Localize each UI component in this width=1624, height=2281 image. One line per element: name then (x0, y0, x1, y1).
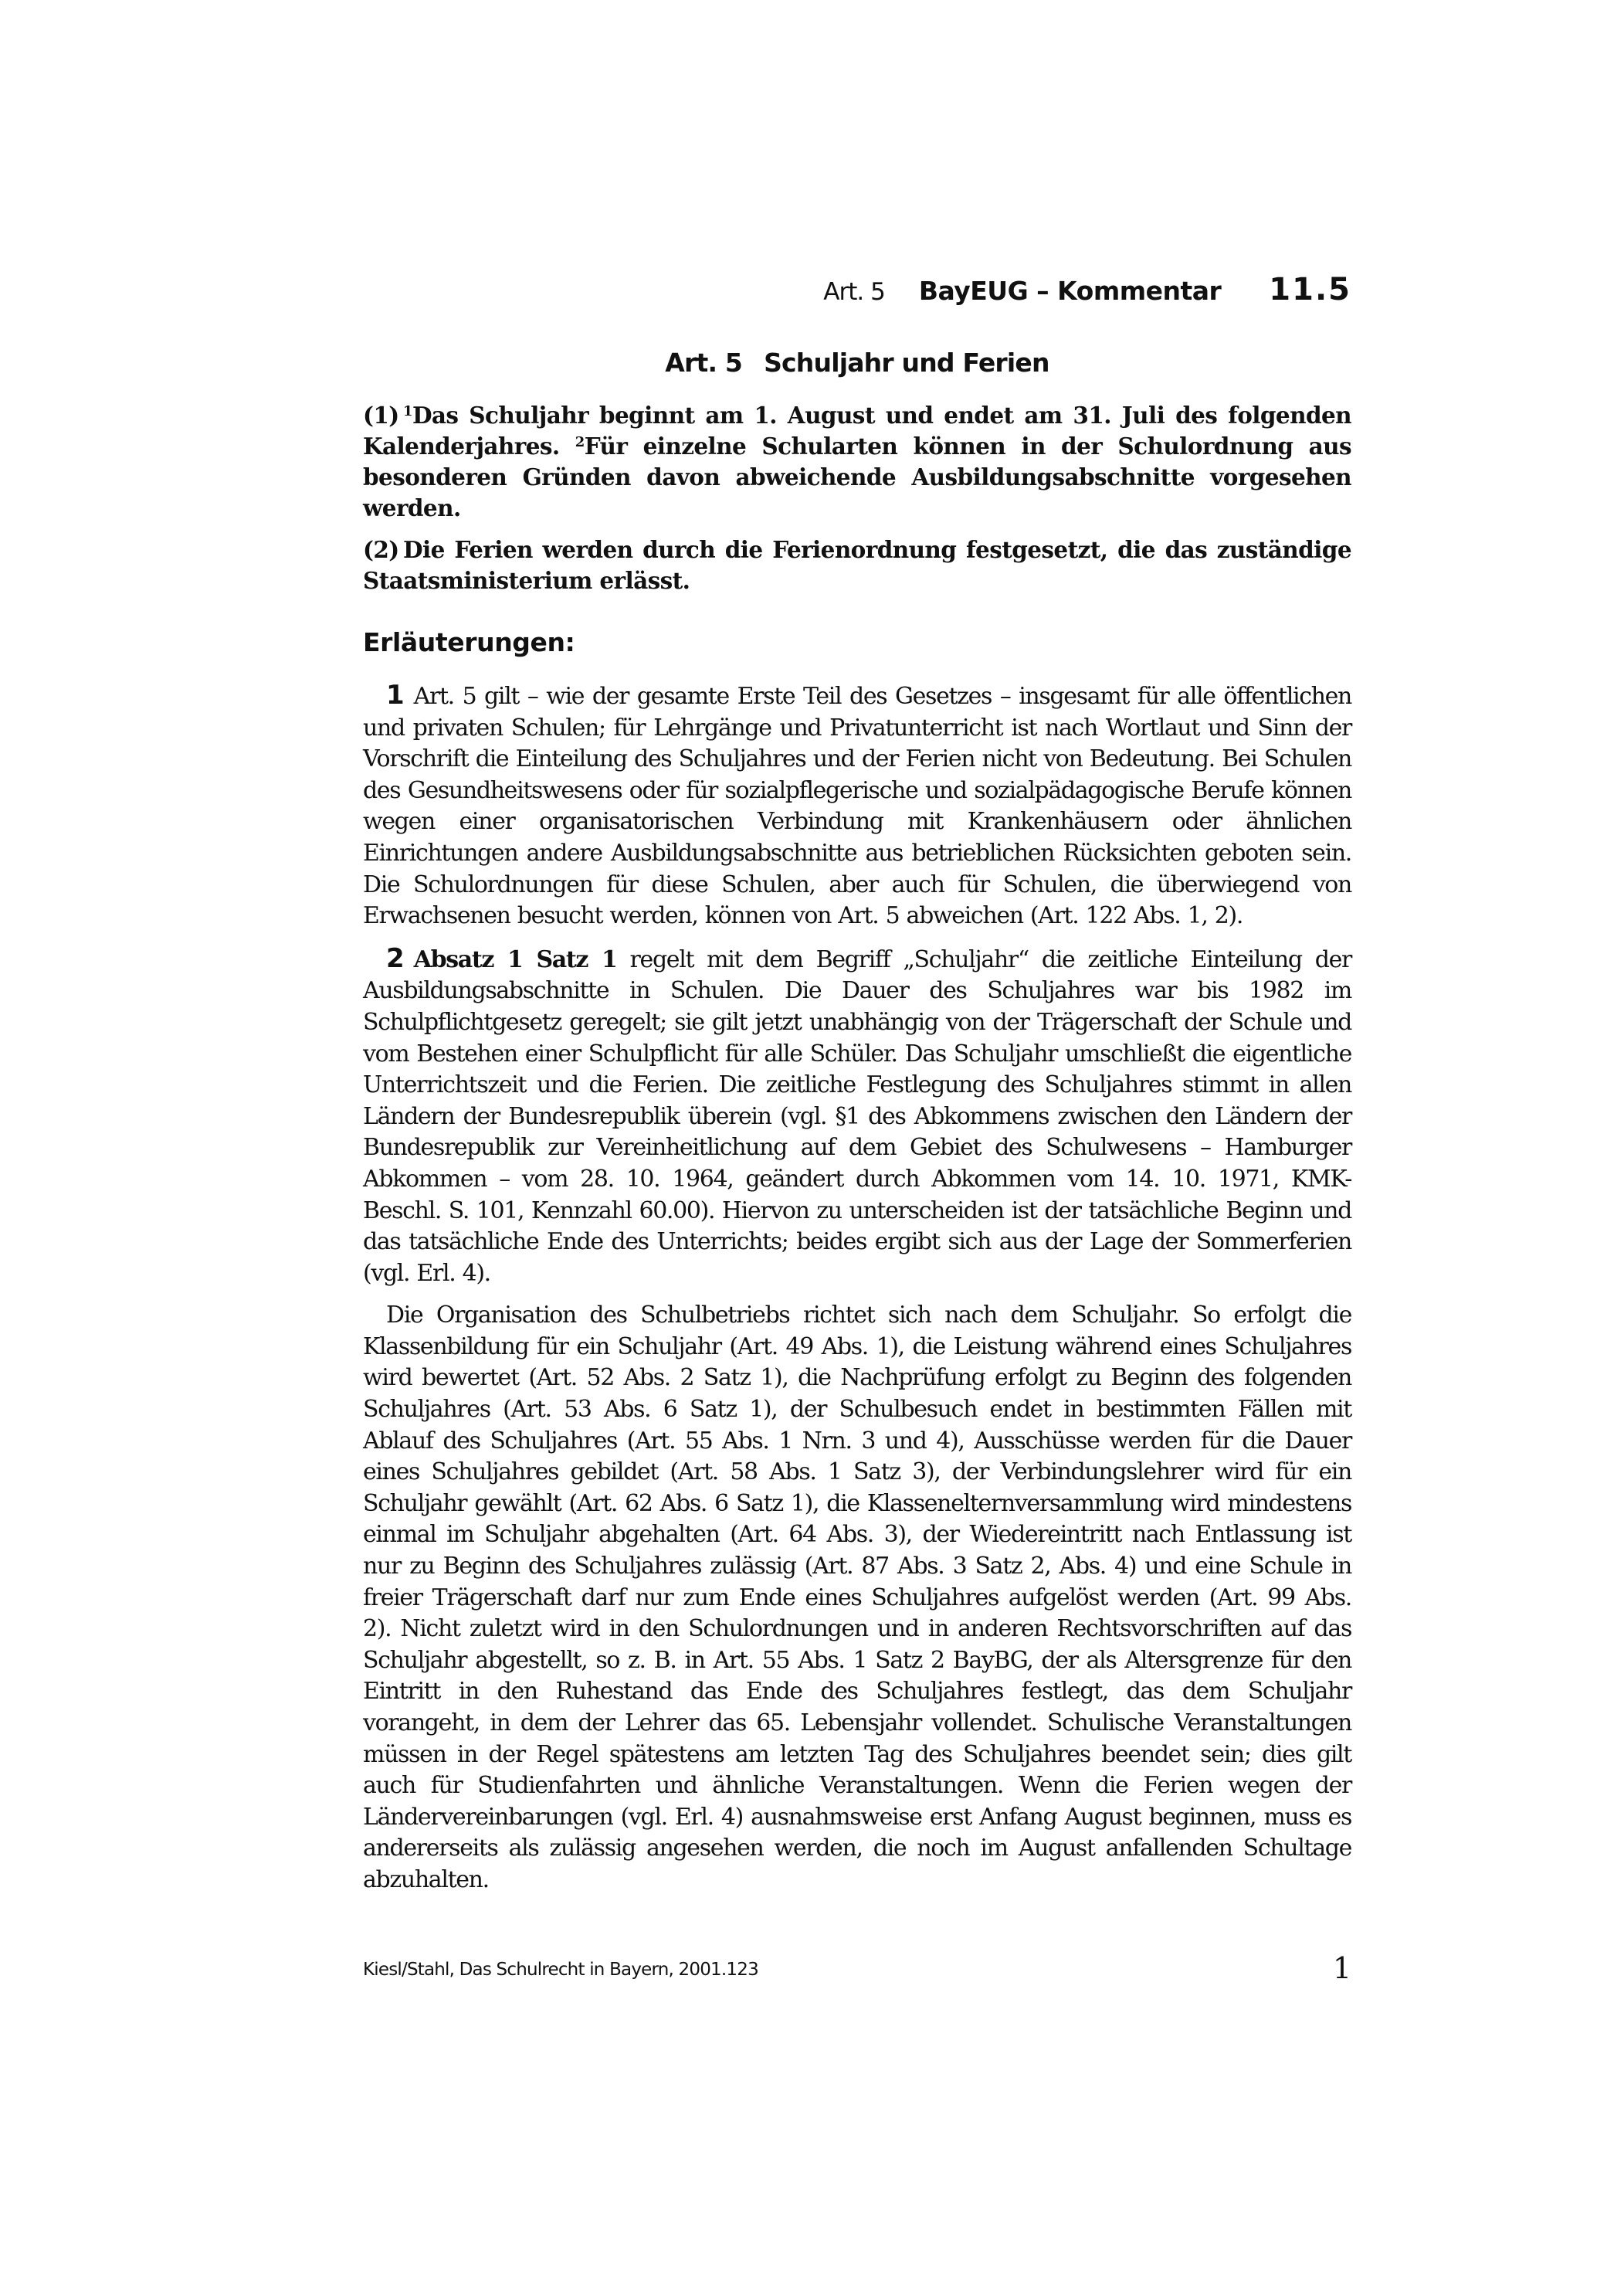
law-paragraph-2 (363, 535, 1351, 596)
commentary-note-2 (363, 943, 1351, 1290)
running-head-title: BayEUG – Kommentar (918, 276, 1222, 306)
section-number: 11.5 (1269, 272, 1351, 307)
marginal-number: 1 (386, 680, 405, 711)
page-number: 1 (1332, 1951, 1351, 1985)
commentary-heading: Erläuterungen: (363, 627, 575, 657)
note-lead: Absatz 1 Satz 1 (413, 945, 617, 973)
note-text: regelt mit dem Begriff „Schuljahr“ die zeitliche Einteilung der Ausbildungsabschnitte in Schulen. Die Dauer des Schuljahres war bis 1982 im Schulpflichtgesetz geregelt; sie gilt jetzt unabhängig von der Trägerschaft der Schule und vom Bestehen einer Schulpflicht für alle Schüler. Das Schuljahr umschließt die eigentliche Unterrichtszeit und die Ferien. Die zeitliche Festlegung des Schuljahres stimmt in allen Ländern der Bundesrepublik überein (vgl. §1 des Abkommens zwischen den Ländern der Bundesrepublik zur Vereinheitlichung auf dem Gebiet des Schulwesens – Hamburger Abkommen – vom 28. 10. 1964, geändert durch Abkommen vom 14. 10. 1971, KMK-Beschl. S. 101, Kennzahl 60.00). Hiervon zu unterscheiden ist der tatsächliche Beginn und das tatsächliche Ende des Unterrichts; beides ergibt sich aus der Lage der Sommerferien (vgl. Erl. 4). (363, 945, 1351, 1287)
sentence-number: 1 (403, 403, 412, 419)
article-heading: Schuljahr und Ferien (764, 348, 1049, 378)
commentary-note-1 (363, 680, 1351, 932)
law-paragraph-1 (363, 400, 1351, 524)
sentence-text: Für einzelne Schularten können in der Schulordnung aus besonderen Gründen davon abweichende Ausbildungsabschnitte vorgesehen werden. (363, 433, 1351, 521)
sentence-text: Das Schuljahr beginnt am 1. August und endet am 31. Juli des folgenden Kalenderjahres. (363, 402, 1351, 460)
law-text (363, 400, 1351, 607)
running-head-article: Art. 5 (823, 278, 885, 306)
footer-source: Kiesl/Stahl, Das Schulrecht in Bayern, 2001.123 (363, 1960, 758, 1980)
paragraph-label: (1) (363, 402, 399, 429)
commentary-body (363, 680, 1351, 1907)
commentary-note-2-continued (363, 1300, 1351, 1896)
note-text: Art. 5 gilt – wie der gesamte Erste Teil des Gesetzes – insgesamt für alle öffentlichen und privaten Schulen; für Lehrgänge und Privatunterricht ist nach Wortlaut und Sinn der Vorschrift die Einteilung des Schuljahres und der Ferien nicht von Bedeutung. Bei Schulen des Gesundheitswesens oder für sozialpflegerische und sozialpädagogische Berufe können wegen einer organisatorischen Verbindung mit Krankenhäusern oder ähnlichen Einrichtungen andere Ausbildungsabschnitte aus betrieblichen Rücksichten geboten sein. Die Schulordnungen für diese Schulen, aber auch für Schulen, die überwiegend von Erwachsenen besucht werden, können von Art. 5 abweichen (Art. 122 Abs. 1, 2). (363, 683, 1351, 930)
paragraph-label: (2) (363, 536, 399, 563)
note-text: Die Organisation des Schulbetriebs richtet sich nach dem Schuljahr. So erfolgt die Klassenbildung für ein Schuljahr (Art. 49 Abs. 1), die Leistung während eines Schuljahres wird bewertet (Art. 52 Abs. 2 Satz 1), die Nachprüfung erfolgt zu Beginn des folgenden Schuljahres (Art. 53 Abs. 6 Satz 1), der Schulbesuch endet in bestimmten Fällen mit Ablauf des Schuljahres (Art. 55 Abs. 1 Nrn. 3 und 4), Ausschüsse werden für die Dauer eines Schuljahres gebildet (Art. 58 Abs. 1 Satz 3), der Verbindungslehrer wird für ein Schuljahr gewählt (Art. 62 Abs. 6 Satz 1), die Klassenelternversammlung wird mindestens einmal im Schuljahr abgehalten (Art. 64 Abs. 3), der Wiedereintritt nach Entlassung ist nur zu Beginn des Schuljahres zulässig (Art. 87 Abs. 3 Satz 2, Abs. 4) und eine Schule in freier Trägerschaft darf nur zum Ende eines Schuljahres aufgelöst werden (Art. 99 Abs. 2). Nicht zuletzt wird in den Schulordnungen und in anderen Rechtsvorschriften auf das Schuljahr abgestellt, so z. B. in Art. 55 Abs. 1 Satz 2 BayBG, der als Altersgrenze für den Eintritt in den Ruhestand das Ende des Schuljahres festlegt, das dem Schuljahr vorangeht, in dem der Lehrer das 65. Lebensjahr vollendet. Schulische Veranstaltungen müssen in der Regel spätestens am letzten Tag des Schuljahres beendet sein; dies gilt auch für Studienfahrten und ähnliche Veranstaltungen. Wenn die Ferien wegen der Ländervereinbarungen (vgl. Erl. 4) ausnahmsweise erst Anfang August beginnen, muss es andererseits als zulässig angesehen werden, die noch im August anfallenden Schultage abzuhalten. (363, 1302, 1351, 1893)
sentence-number: 2 (575, 434, 585, 450)
marginal-number: 2 (386, 942, 405, 974)
article-title (363, 348, 1351, 378)
article-number: Art. 5 (665, 348, 743, 378)
running-head (363, 272, 1351, 307)
paragraph-text: Die Ferien werden durch die Ferienordnung festgesetzt, die das zuständige Staatsministerium erlässt. (363, 536, 1351, 594)
